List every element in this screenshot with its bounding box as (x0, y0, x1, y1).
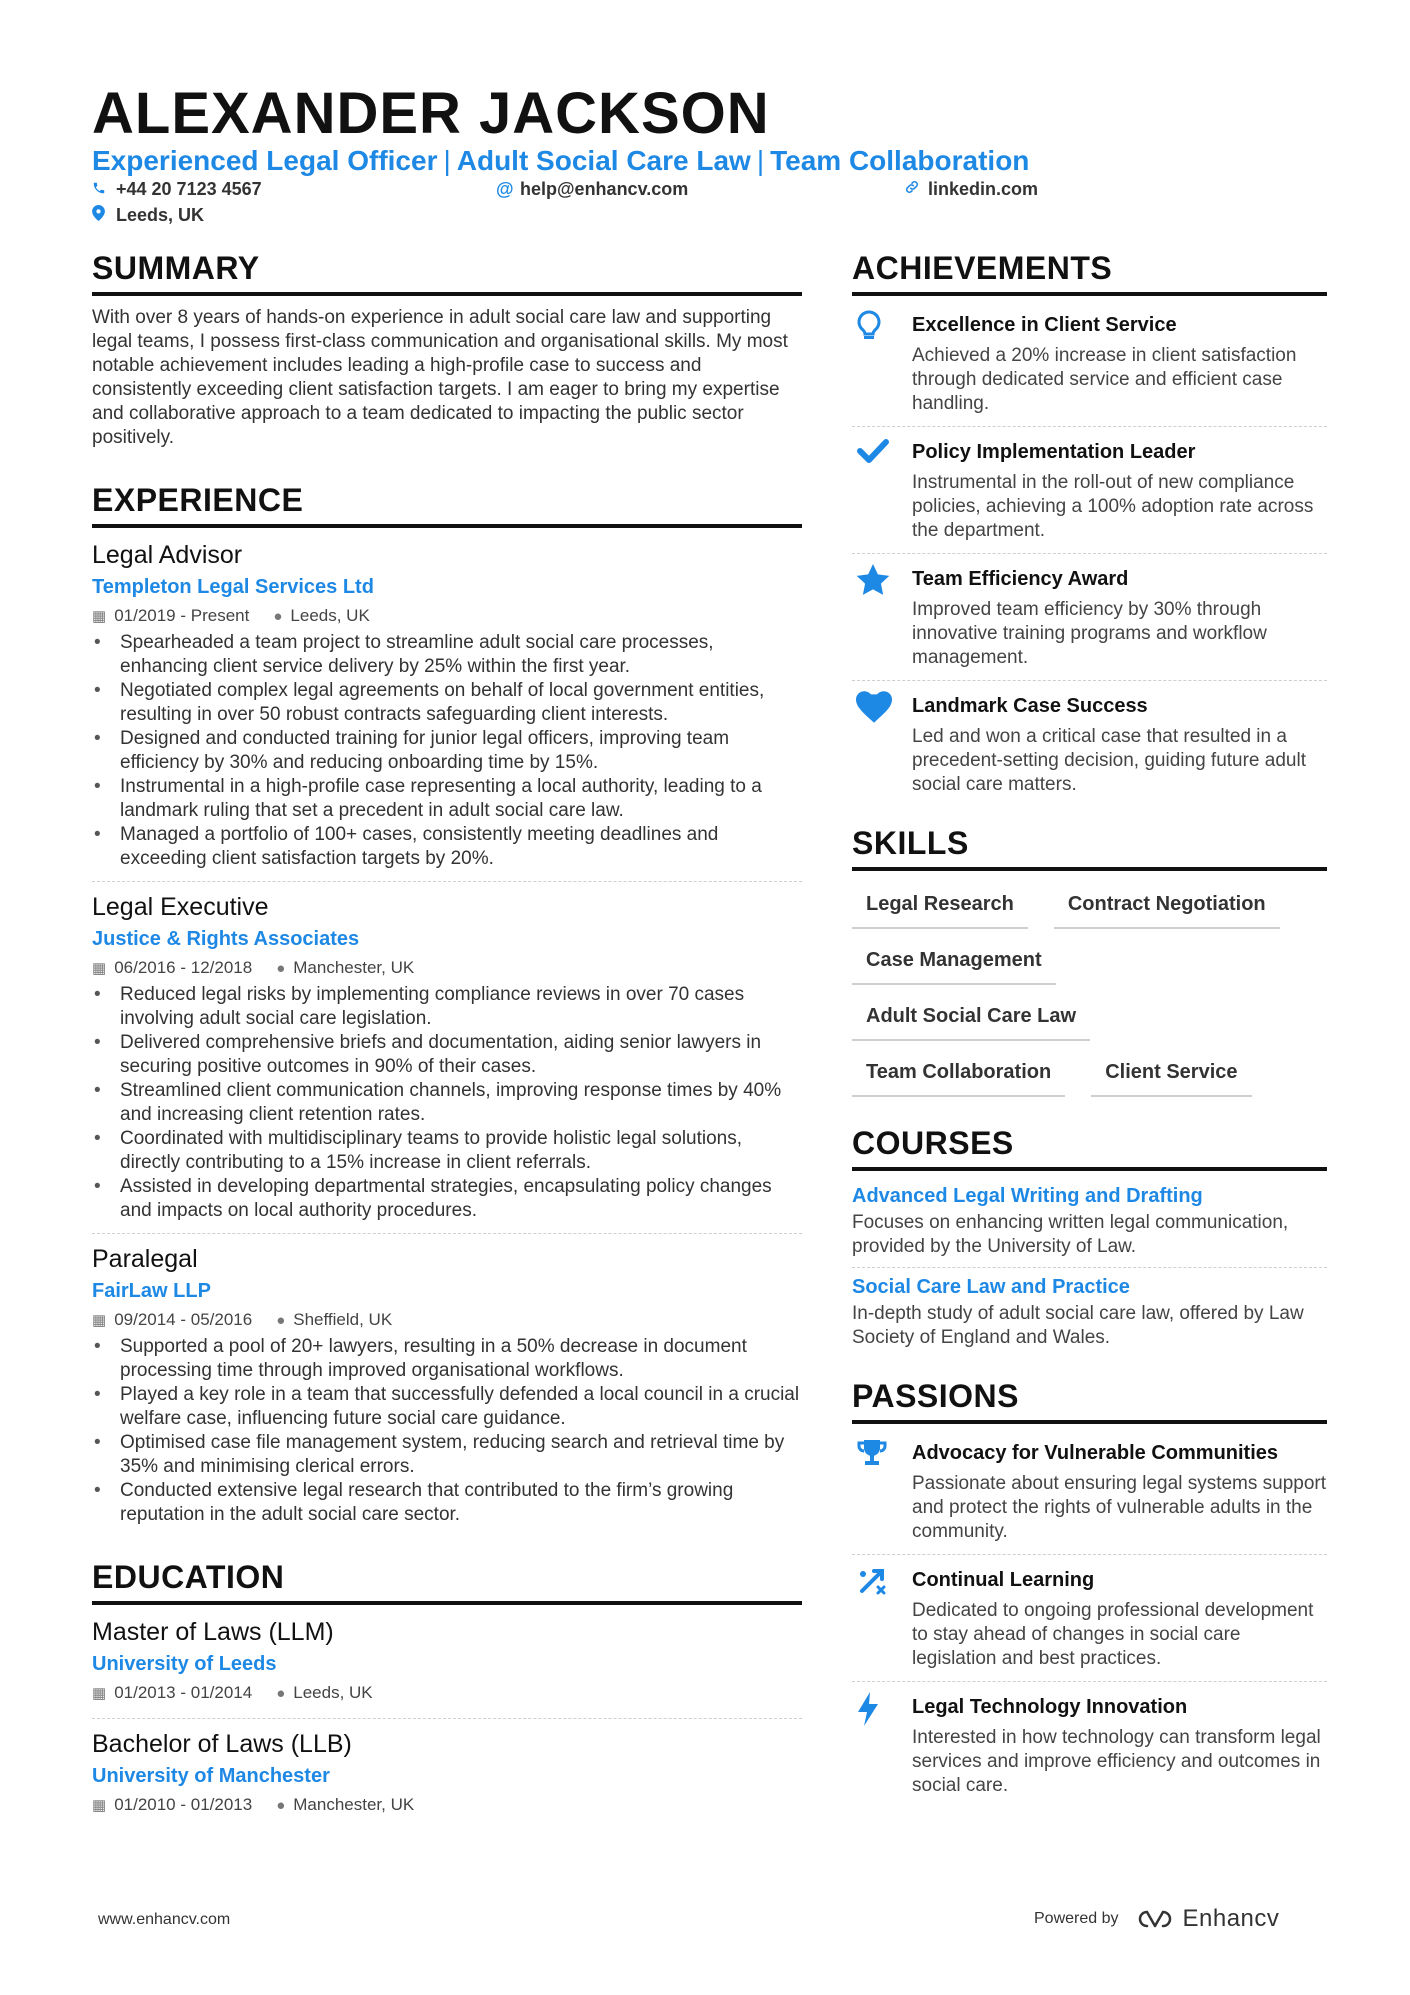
job-title: Legal Executive (92, 893, 269, 921)
education-dates (92, 1791, 252, 1820)
contact-linkedin[interactable] (904, 178, 1038, 200)
achievement-desc: Led and won a critical case that resulted in a precedent-setting decision, guiding future adult social care matters. (912, 726, 1306, 795)
right-column (852, 248, 1327, 1808)
job-dates-value: 01/2019 - Present (114, 606, 250, 625)
course-desc: In-depth study of adult social care law, offered by Law Society of England and Wales. (852, 1303, 1304, 1348)
education-entry (92, 1727, 802, 1820)
lightbulb-icon (852, 310, 912, 416)
course-desc: Focuses on enhancing written legal communication, provided by the University of Law. (852, 1212, 1289, 1257)
divider (852, 1681, 1327, 1682)
left-column (92, 248, 802, 1820)
job-dates-value: 09/2014 - 05/2016 (114, 1310, 253, 1329)
phone-icon (92, 178, 112, 200)
education-meta (92, 1679, 802, 1708)
passion-title: Advocacy for Vulnerable Communities (912, 1442, 1279, 1464)
email-value: help@enhancv.com (520, 179, 689, 199)
achievements-heading: ACHIEVEMENTS (852, 248, 1327, 296)
calendar-icon: ▦ (92, 608, 107, 625)
skill-tag: Team Collaboration (852, 1055, 1065, 1097)
headline-separator: | (756, 145, 765, 176)
education-location-value: Leeds, UK (293, 1683, 373, 1702)
skill-tag: Client Service (1091, 1055, 1251, 1097)
achievement-title: Policy Implementation Leader (912, 441, 1196, 463)
job-bullets (92, 631, 802, 871)
degree-title: Master of Laws (LLM) (92, 1618, 334, 1646)
passion-title: Legal Technology Innovation (912, 1696, 1188, 1718)
course-title[interactable]: Social Care Law and Practice (852, 1276, 1130, 1298)
skill-tag: Adult Social Care Law (852, 999, 1090, 1041)
education-heading: EDUCATION (92, 1557, 802, 1605)
map-pin-icon: ● (276, 1312, 286, 1329)
bullet-item: • Designed and conducted training for junior legal officers, improving team efficiency by 30% and reducing onboarding time by 15%. (92, 727, 802, 775)
job-meta (92, 602, 802, 631)
candidate-name: ALEXANDER JACKSON (92, 81, 770, 146)
map-pin-icon: ● (276, 960, 286, 977)
company-name[interactable]: FairLaw LLP (92, 1280, 211, 1302)
map-pin-icon: ● (276, 1685, 286, 1702)
divider (852, 1554, 1327, 1555)
headline-title-3: Team Collaboration (770, 145, 1030, 176)
headline-title-1: Experienced Legal Officer (92, 145, 438, 176)
footer-website[interactable]: www.enhancv.com (98, 1911, 231, 1928)
achievement-desc: Improved team efficiency by 30% through innovative training programs and workflow management. (912, 599, 1267, 668)
skills-list (852, 883, 1327, 1097)
bullet-item: • Streamlined client communication channels, improving response times by 40% and increasing client retention rates. (92, 1079, 802, 1127)
bullet-item: • Spearheaded a team project to streamline adult social care processes, enhancing client service delivery by 25% within the first year. (92, 631, 802, 679)
education-location (276, 1679, 372, 1708)
bullet-item: • Negotiated complex legal agreements on behalf of local government entities, resulting in over 50 robust contracts safeguarding client interests. (92, 679, 802, 727)
brand-logo[interactable] (1133, 1905, 1280, 1933)
education-entry (92, 1615, 802, 1708)
bullet-item: • Conducted extensive legal research that contributed to the firm’s growing reputation in the adult social care sector. (92, 1479, 802, 1527)
course-item (852, 1272, 1327, 1350)
job-dates-value: 06/2016 - 12/2018 (114, 958, 253, 977)
bullet-item: • Managed a portfolio of 100+ cases, consistently meeting deadlines and exceeding client satisfaction targets by 20%. (92, 823, 802, 871)
passion-item (852, 1561, 1327, 1681)
job-entry (92, 890, 802, 1223)
passion-desc: Interested in how technology can transform legal services and improve efficiency and outcomes in social care. (912, 1727, 1321, 1796)
at-icon: @ (496, 179, 514, 199)
divider (852, 1267, 1327, 1268)
divider (92, 881, 802, 882)
job-location (276, 954, 414, 983)
calendar-icon: ▦ (92, 1685, 107, 1702)
skill-tag: Legal Research (852, 887, 1028, 929)
achievement-item (852, 560, 1327, 680)
school-name[interactable]: University of Manchester (92, 1765, 330, 1787)
headline (92, 143, 1029, 179)
job-bullets (92, 983, 802, 1223)
footer-branding (1034, 1905, 1279, 1933)
education-location (276, 1791, 414, 1820)
calendar-icon: ▦ (92, 960, 107, 977)
job-title: Legal Advisor (92, 541, 243, 569)
enhancv-logo-icon (1133, 1908, 1177, 1930)
job-entry (92, 538, 802, 871)
experience-heading: EXPERIENCE (92, 480, 802, 528)
link-icon (904, 178, 924, 200)
star-icon (852, 564, 912, 670)
job-title: Paralegal (92, 1245, 198, 1273)
courses-heading: COURSES (852, 1123, 1327, 1171)
location-value: Leeds, UK (116, 205, 205, 225)
passion-desc: Dedicated to ongoing professional development to stay ahead of changes in social care legislation and best practices. (912, 1600, 1314, 1669)
bullet-item: • Reduced legal risks by implementing compliance reviews in over 70 cases involving adult social care legislation. (92, 983, 802, 1031)
skills-heading: SKILLS (852, 823, 1327, 871)
job-meta (92, 954, 802, 983)
bullet-item: • Assisted in developing departmental strategies, encapsulating policy changes and impacts on local authority procedures. (92, 1175, 802, 1223)
map-pin-icon (92, 204, 112, 226)
map-pin-icon: ● (276, 1797, 286, 1814)
brand-name: Enhancv (1182, 1905, 1280, 1932)
job-entry (92, 1242, 802, 1527)
passion-desc: Passionate about ensuring legal systems support and protect the rights of vulnerable adults in the community. (912, 1473, 1327, 1542)
job-dates (92, 954, 252, 983)
job-bullets (92, 1335, 802, 1527)
achievement-title: Landmark Case Success (912, 695, 1148, 717)
bullet-item: • Played a key role in a team that successfully defended a local council in a crucial welfare case, influencing future social care guidance. (92, 1383, 802, 1431)
achievement-desc: Achieved a 20% increase in client satisfaction through dedicated service and efficient case handling. (912, 345, 1297, 414)
bullet-item: • Delivered comprehensive briefs and documentation, aiding senior lawyers in securing positive outcomes in 90% of their cases. (92, 1031, 802, 1079)
education-dates (92, 1679, 252, 1708)
calendar-icon: ▦ (92, 1312, 107, 1329)
contact-email[interactable] (496, 178, 688, 200)
school-name[interactable]: University of Leeds (92, 1653, 277, 1675)
heart-icon (852, 691, 912, 797)
job-location-value: Sheffield, UK (293, 1310, 393, 1329)
divider (852, 680, 1327, 681)
divider (852, 553, 1327, 554)
education-location-value: Manchester, UK (293, 1795, 415, 1814)
job-dates (92, 602, 249, 631)
skill-tag: Contract Negotiation (1054, 887, 1280, 929)
degree-title: Bachelor of Laws (LLB) (92, 1730, 352, 1758)
job-dates (92, 1306, 252, 1335)
passion-item (852, 1688, 1327, 1808)
job-meta (92, 1306, 802, 1335)
skill-tag: Case Management (852, 943, 1056, 985)
bullet-item: • Optimised case file management system, reducing search and retrieval time by 35% and minimising clerical errors. (92, 1431, 802, 1479)
divider (92, 1233, 802, 1234)
divider (852, 426, 1327, 427)
linkedin-value: linkedin.com (928, 179, 1039, 199)
passions-heading: PASSIONS (852, 1376, 1327, 1424)
course-title[interactable]: Advanced Legal Writing and Drafting (852, 1185, 1203, 1207)
passion-item (852, 1434, 1327, 1554)
powered-by-label: Powered by (1034, 1910, 1119, 1927)
achievement-item (852, 306, 1327, 426)
job-location (273, 602, 369, 631)
job-location (276, 1306, 392, 1335)
learning-icon (852, 1565, 912, 1671)
bullet-item: • Instrumental in a high-profile case representing a local authority, leading to a landmark ruling that set a precedent in adult social care law. (92, 775, 802, 823)
achievement-title: Team Efficiency Award (912, 568, 1129, 590)
achievement-item (852, 433, 1327, 553)
summary-text: With over 8 years of hands-on experience in adult social care law and supporting legal teams, I possess first-class communication and organisational skills. My most notable achievement includes leading a high-profile case to success and consistently exceeding client satisfaction targets. I am eager to bring my expertise and collaborative approach to a team dedicated to impacting the public sector positively. (92, 307, 788, 448)
education-dates-value: 01/2013 - 01/2014 (114, 1683, 253, 1702)
bullet-item: • Coordinated with multidisciplinary teams to provide holistic legal solutions, directly contributing to a 15% increase in client referrals. (92, 1127, 802, 1175)
headline-title-2: Adult Social Care Law (456, 145, 751, 176)
trophy-icon (852, 1438, 912, 1544)
calendar-icon: ▦ (92, 1797, 107, 1814)
passion-title: Continual Learning (912, 1569, 1095, 1591)
bullet-item: • Supported a pool of 20+ lawyers, resulting in a 50% decrease in document processing time through improved organisational workflows. (92, 1335, 802, 1383)
company-name[interactable]: Templeton Legal Services Ltd (92, 576, 374, 598)
phone-value: +44 20 7123 4567 (116, 179, 262, 199)
contact-phone[interactable] (92, 178, 262, 200)
education-dates-value: 01/2010 - 01/2013 (114, 1795, 253, 1814)
achievement-title: Excellence in Client Service (912, 314, 1177, 336)
map-pin-icon: ● (273, 608, 283, 625)
achievement-desc: Instrumental in the roll-out of new compliance policies, achieving a 100% adoption rate across the department. (912, 472, 1314, 541)
job-location-value: Manchester, UK (293, 958, 415, 977)
contact-location (92, 204, 204, 226)
achievement-item (852, 687, 1327, 807)
education-meta (92, 1791, 802, 1820)
headline-separator: | (443, 145, 451, 176)
company-name[interactable]: Justice & Rights Associates (92, 928, 360, 950)
job-location-value: Leeds, UK (290, 606, 370, 625)
course-item (852, 1181, 1327, 1259)
divider (92, 1718, 802, 1719)
checkmark-icon (852, 437, 912, 543)
summary-heading: SUMMARY (92, 248, 802, 296)
lightning-icon (852, 1692, 912, 1798)
